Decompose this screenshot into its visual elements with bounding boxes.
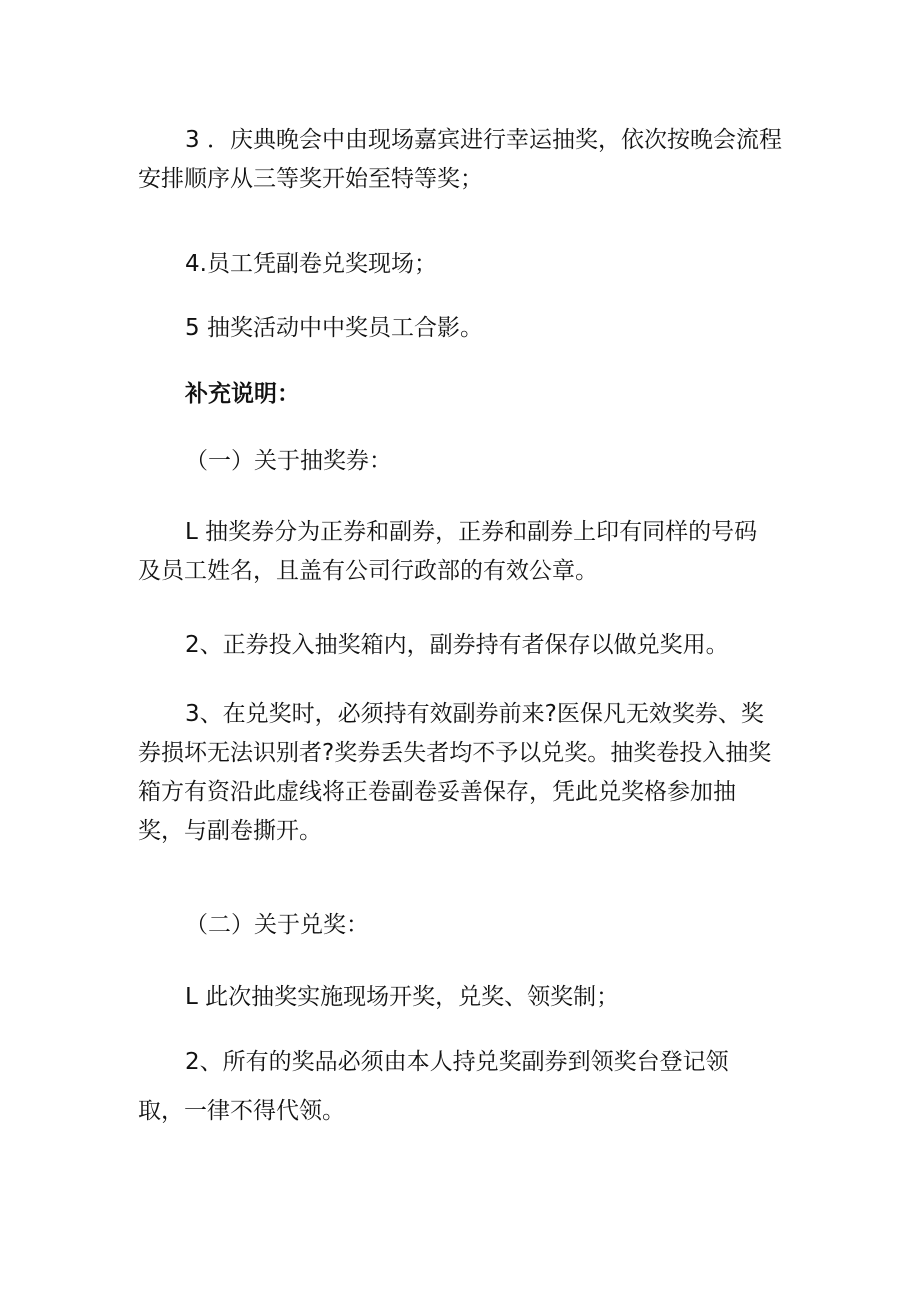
paragraph-onsite-award (138, 978, 798, 1017)
heading-text: 补充说明： (185, 381, 300, 407)
text-line: 及员工姓名，且盖有公司行政部的有效公章。 (138, 558, 598, 584)
subheading-about-tickets (138, 442, 798, 481)
paragraph-lottery-process (138, 121, 798, 199)
subheading-about-redemption (138, 906, 798, 945)
paragraph-redeem-onsite (138, 245, 798, 284)
text-line: 5 抽奖活动中中奖员工合影。 (185, 315, 483, 341)
text-line: 2、正券投入抽奖箱内，副券持有者保存以做兑奖用。 (185, 632, 729, 658)
text-line: 奖，与副卷撕开。 (138, 818, 322, 844)
text-line: L 此次抽奖实施现场开奖，兑奖、领奖制； (185, 984, 620, 1010)
text-line: 4.员工凭副卷兑奖现场； (185, 251, 437, 277)
heading-text: （二）关于兑奖： (185, 912, 369, 938)
section-heading-supplement (138, 375, 798, 414)
text-line: 3、在兑奖时，必须持有效副券前来?医保凡无效奖券、奖 (185, 701, 764, 727)
paragraph-ticket-box (138, 626, 798, 665)
paragraph-ticket-parts (138, 513, 798, 591)
text-line: 安排顺序从三等奖开始至特等奖； (138, 166, 483, 192)
paragraph-group-photo (138, 309, 798, 348)
text-line: L 抽奖券分为正券和副券，正券和副券上印有同样的号码 (185, 519, 758, 545)
text-line: 券损坏无法识别者?奖券丢失者均不予以兑奖。抽奖卷投入抽奖 (138, 740, 772, 766)
text-line: 3 ．庆典晚会中由现场嘉宾进行幸运抽奖，依次按晚会流程 (185, 127, 782, 153)
paragraph-collect-in-person (138, 1043, 798, 1131)
text-line: 取，一律不得代领。 (138, 1098, 345, 1124)
paragraph-redeem-rules (138, 695, 798, 851)
heading-text: （一）关于抽奖券： (185, 448, 392, 474)
text-line: 2、所有的奖品必须由本人持兑奖副券到领奖台登记领 (185, 1049, 729, 1075)
text-line: 箱方有资沿此虚线将正卷副卷妥善保存，凭此兑奖格参加抽 (138, 779, 736, 805)
